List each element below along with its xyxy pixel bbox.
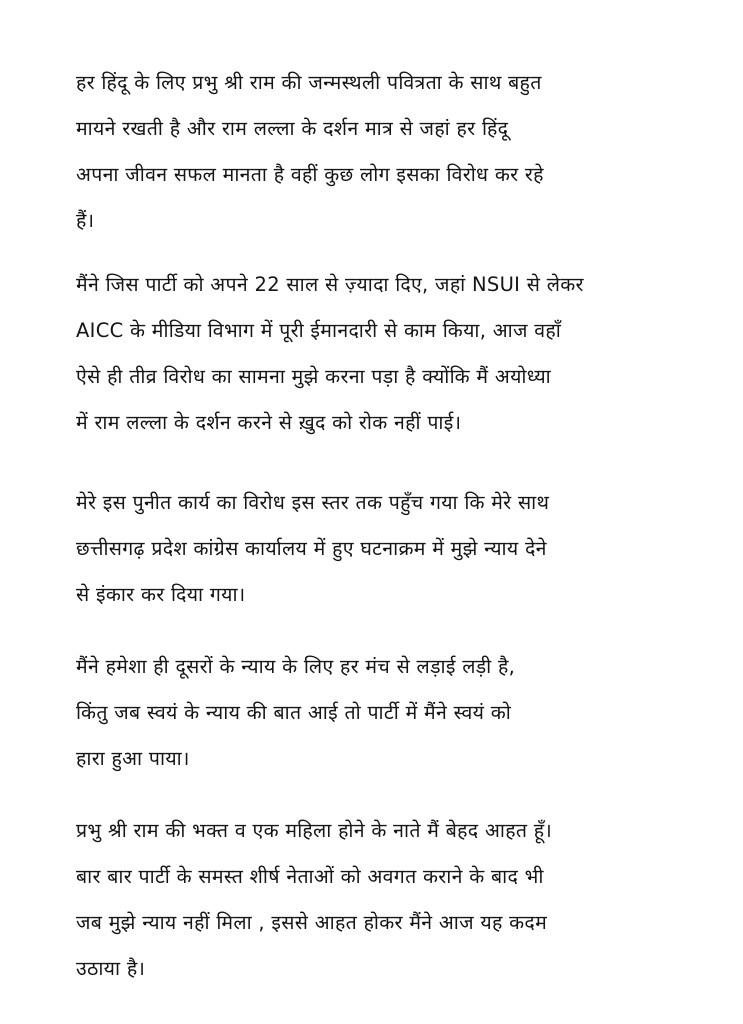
paragraph-line: अपना जीवन सफल मानता है वहीं कुछ लोग इसका विरोध कर रहे bbox=[76, 163, 544, 186]
paragraph-4 bbox=[76, 644, 676, 782]
paragraph-line: में राम लल्ला के दर्शन करने से ख़ुद को रोक नहीं पाई। bbox=[76, 411, 462, 434]
paragraph-line: मैंने जिस पार्टी को अपने 22 साल से ज़्यादा दिए, जहां NSUI से लेकर bbox=[76, 273, 584, 296]
paragraph-line: मेरे इस पुनीत कार्य का विरोध इस स्तर तक पहुँच गया कि मेरे साथ bbox=[76, 491, 550, 514]
paragraph-line: AICC के मीडिया विभाग में पूरी ईमानदारी से काम किया, आज वहाँ bbox=[76, 319, 562, 342]
paragraph-line: मैंने हमेशा ही दूसरों के न्याय के लिए हर मंच से लड़ाई लड़ी है, bbox=[76, 655, 516, 678]
paragraph-2 bbox=[76, 262, 676, 446]
paragraph-line: छत्तीसगढ़ प्रदेश कांग्रेस कार्यालय में हुए घटनाक्रम में मुझे न्याय देने bbox=[76, 537, 547, 560]
paragraph-3 bbox=[76, 480, 676, 618]
paragraph-1 bbox=[76, 60, 676, 244]
paragraph-line: किंतु जब स्वयं के न्याय की बात आई तो पार्टी में मैंने स्वयं को bbox=[76, 701, 512, 724]
paragraph-line: मायने रखती है और राम लल्ला के दर्शन मात्र से जहां हर हिंदू bbox=[76, 117, 509, 140]
paragraph-line: जब मुझे न्याय नहीं मिला , इससे आहत होकर मैंने आज यह कदम bbox=[76, 911, 548, 934]
paragraph-line: ऐसे ही तीव्र विरोध का सामना मुझे करना पड़ा है क्योंकि मैं अयोध्या bbox=[76, 365, 552, 388]
paragraph-line: उठाया है। bbox=[76, 957, 146, 980]
paragraph-line: हारा हुआ पाया। bbox=[76, 747, 190, 770]
paragraph-line: प्रभु श्री राम की भक्त व एक महिला होने के नाते मैं बेहद आहत हूँ। bbox=[76, 819, 553, 842]
paragraph-line: हैं। bbox=[76, 209, 95, 232]
paragraph-line: बार बार पार्टी के समस्त शीर्ष नेताओं को अवगत कराने के बाद भी bbox=[76, 865, 544, 888]
paragraph-5 bbox=[76, 808, 676, 992]
paragraph-line: हर हिंदू के लिए प्रभु श्री राम की जन्मस्थली पवित्रता के साथ बहुत bbox=[76, 71, 542, 94]
paragraph-line: से इंकार कर दिया गया। bbox=[76, 583, 246, 606]
